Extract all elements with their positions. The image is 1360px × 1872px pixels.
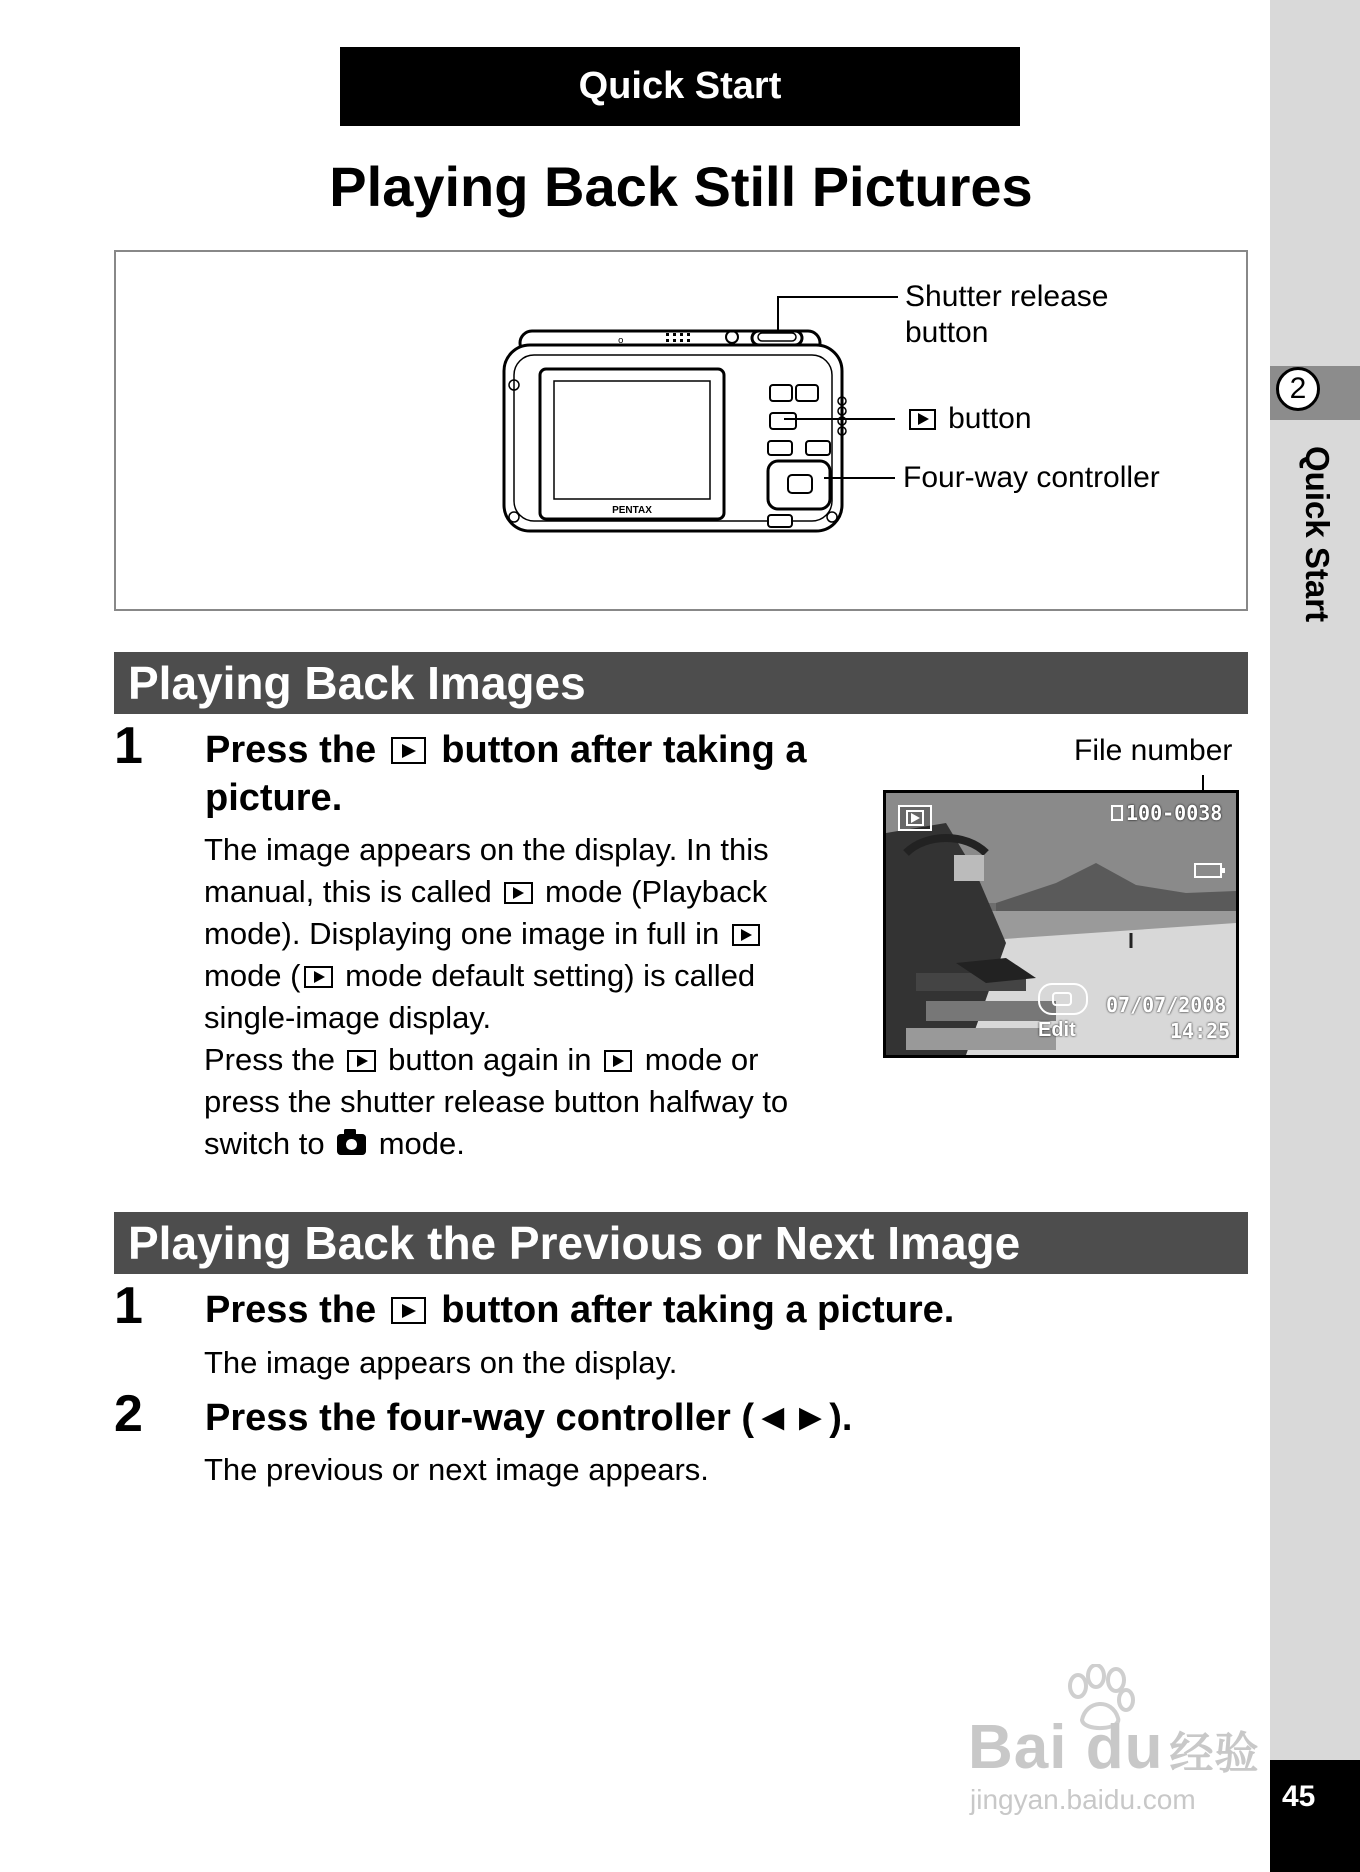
step-body: The image appears on the display. In this manual, this is called mode (Playback mode). Displaying one image in full in mode ( mode default setting) is called single-image display. Press the button again in mode or press the shutter release button halfway to switch to mode. bbox=[204, 832, 789, 1161]
callout-lines bbox=[0, 0, 1360, 620]
four-way-edit-icon bbox=[1038, 983, 1088, 1015]
step-body: The previous or next image appears. bbox=[204, 1452, 709, 1487]
watermark-brand: Bai du 经验 bbox=[968, 1713, 1260, 1782]
step-body: The image appears on the display. bbox=[204, 1345, 678, 1380]
page-number-box bbox=[1270, 1760, 1360, 1872]
side-tab-label: Quick Start bbox=[1299, 446, 1336, 623]
page-number: 45 bbox=[1282, 1780, 1316, 1813]
playback-icon bbox=[909, 409, 937, 430]
playback-icon bbox=[732, 924, 761, 946]
step-heading: Press the button after taking a picture. bbox=[205, 729, 807, 819]
quick-start-tag: Quick Start bbox=[340, 47, 1020, 126]
step-number: 2 bbox=[114, 1385, 143, 1443]
camera-icon bbox=[337, 1134, 366, 1155]
date-value: 07/07/2008 bbox=[1106, 993, 1227, 1017]
svg-text:o: o bbox=[618, 336, 624, 346]
file-number-label: File number bbox=[1074, 734, 1233, 767]
step-heading: Press the four-way controller (◄►). bbox=[205, 1397, 853, 1439]
playback-icon bbox=[347, 1050, 376, 1072]
step-heading: Press the button after taking a picture. bbox=[205, 1289, 955, 1331]
battery-icon bbox=[1194, 863, 1222, 878]
callout-four-way: Four-way controller bbox=[903, 461, 1160, 494]
chapter-number: 2 bbox=[1289, 372, 1307, 405]
playback-icon bbox=[504, 882, 533, 904]
time-value: 14:25 bbox=[1170, 1019, 1231, 1043]
callout-shutter-release: Shutter release button bbox=[905, 280, 1109, 349]
edit-label: Edit bbox=[1038, 1019, 1076, 1041]
file-number-value: 100-0038 bbox=[1126, 801, 1223, 825]
watermark-url: jingyan.baidu.com bbox=[970, 1784, 1196, 1815]
section-previous-next-image: Playing Back the Previous or Next Image bbox=[114, 1212, 1248, 1274]
camera-brand: PENTAX bbox=[612, 505, 652, 516]
playback-mode-icon bbox=[898, 805, 932, 831]
section-playing-back-images: Playing Back Images bbox=[114, 652, 1248, 714]
step-number: 1 bbox=[114, 1277, 143, 1335]
step-number: 1 bbox=[114, 717, 143, 775]
playback-screen bbox=[883, 790, 1239, 1058]
callout-playback-button: button bbox=[905, 401, 1032, 437]
page-title: Playing Back Still Pictures bbox=[329, 155, 1033, 218]
playback-icon bbox=[391, 1297, 426, 1324]
folder-icon bbox=[1111, 805, 1123, 821]
playback-icon bbox=[604, 1050, 633, 1072]
playback-icon bbox=[391, 737, 426, 764]
watermark bbox=[960, 1660, 1280, 1820]
playback-icon bbox=[304, 966, 333, 988]
